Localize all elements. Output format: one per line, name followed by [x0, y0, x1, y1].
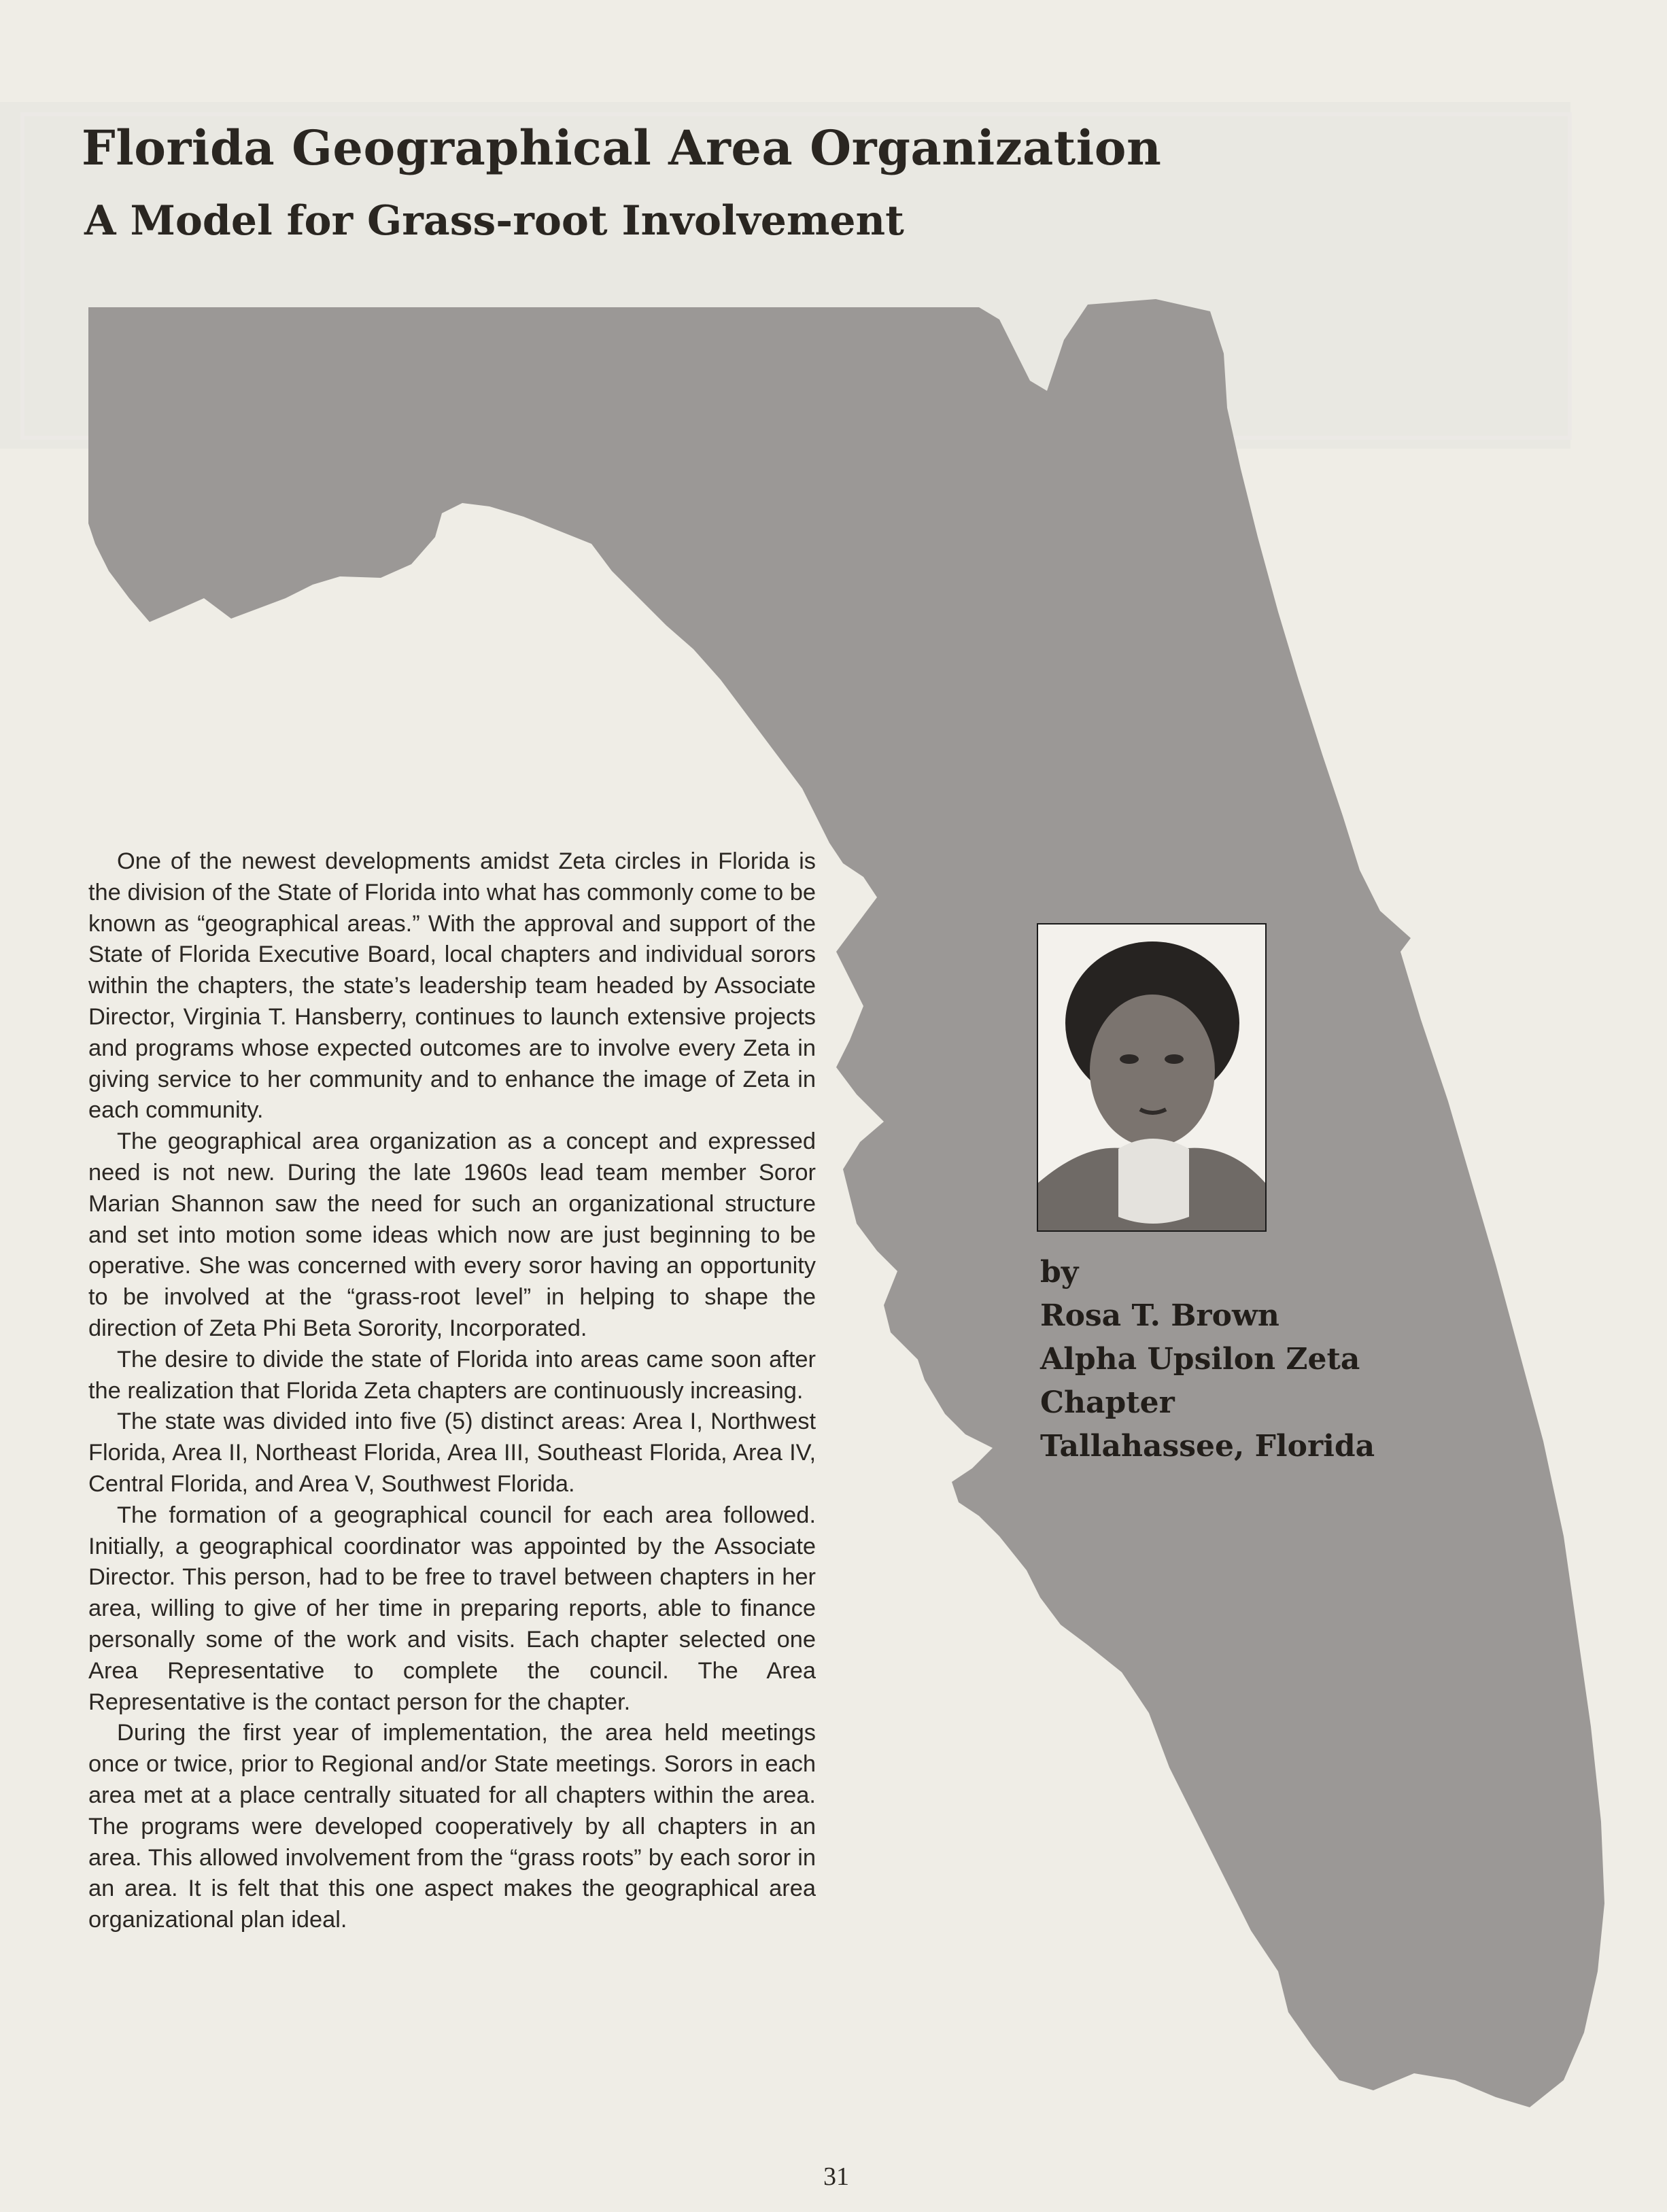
- byline-chapter: Alpha Upsilon Zeta: [1040, 1342, 1360, 1377]
- article-title: Florida Geographical Area Organization: [82, 120, 1162, 176]
- body-paragraph: The state was divided into five (5) distinct areas: Area I, Northwest Florida, Area II, Northeast Florida, Area III, Southeast Florida, Area IV, Central Florida, and Area V, Southwest Florida.: [88, 1409, 816, 1497]
- body-paragraph: The desire to divide the state of Florida into areas came soon after the realization that Florida Zeta chapters are continuously increasing.: [88, 1346, 816, 1404]
- article-body: [88, 846, 816, 1936]
- byline-author: Rosa T. Brown: [1040, 1298, 1279, 1333]
- byline-chapter-word: Chapter: [1040, 1385, 1175, 1420]
- body-paragraph: One of the newest developments amidst Zeta circles in Florida is the division of the State of Florida into what has commonly come to be known as “geographical areas.” With the approval and support of the State of Florida Executive Board, local chapters and individual sorors within the chapters, the state’s leadership team headed by Associate Director, Virginia T. Hansberry, continues to launch extensive projects and programs whose expected outcomes are to involve every Zeta in giving service to her community and to enhance the image of Zeta in each community.: [88, 848, 816, 1124]
- page-number: 31: [823, 2162, 849, 2191]
- byline-location: Tallahassee, Florida: [1040, 1429, 1375, 1464]
- body-paragraph: The geographical area organization as a concept and expressed need is not new. During the late 1960s lead team member Soror Marian Shannon saw the need for such an organizational structure and set into motion some ideas which now are just beginning to be operative. She was concerned with every soror having an opportunity to be involved at the “grass-root level” in helping to shape the direction of Zeta Phi Beta Sorority, Incorporated.: [88, 1128, 816, 1341]
- author-byline: [1040, 1251, 1516, 1468]
- body-paragraph: During the first year of implementation, the area held meetings once or twice, prior to Regional and/or State meetings. Sorors in each area met at a place centrally situated for all chapters within the area. The programs were developed cooperatively by all chapters in an area. This allowed involvement from the “grass roots” by each soror in an area. It is felt that this one aspect makes the geographical area organizational plan ideal.: [88, 1720, 816, 1933]
- portrait-icon: [1038, 924, 1265, 1230]
- article-subtitle: A Model for Grass-root Involvement: [84, 197, 904, 245]
- byline-by: by: [1040, 1255, 1079, 1290]
- author-portrait-photo: [1037, 923, 1267, 1232]
- body-paragraph: The formation of a geographical council for each area followed. Initially, a geographical coordinator was appointed by the Associate Director. This person, had to be free to travel between chapters in her area, willing to give of her time in preparing reports, able to finance personally some of the work and visits. Each chapter selected one Area Representative to complete the council. The Area Representative is the contact person for the chapter.: [88, 1502, 816, 1715]
